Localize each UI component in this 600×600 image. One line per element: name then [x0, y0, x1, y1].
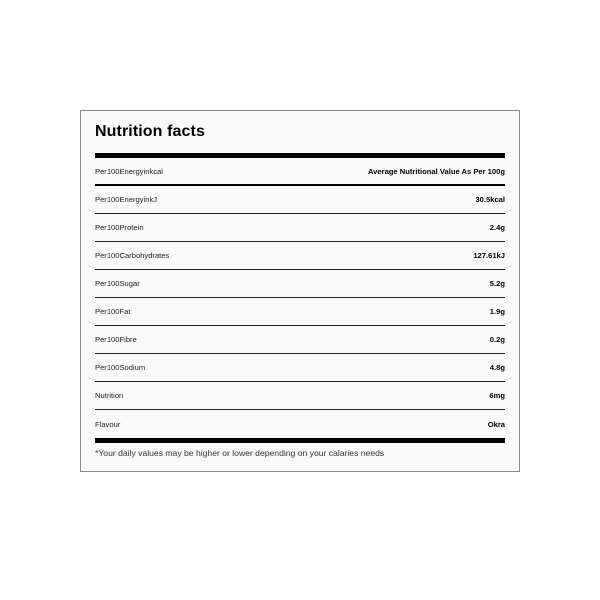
- row-label: Per100Sodium: [95, 363, 146, 372]
- row-label: Per100Sugar: [95, 279, 140, 288]
- row-value: 1.9g: [489, 307, 505, 316]
- row-value: 30.5kcal: [475, 195, 505, 204]
- row-value: 5.2g: [489, 279, 505, 288]
- row-value: 2.4g: [489, 223, 505, 232]
- row-label: Nutrition: [95, 391, 124, 400]
- table-row: [95, 354, 505, 382]
- header-label: Per100Energyinkcal: [95, 166, 163, 176]
- footnote: *Your daily values may be higher or lower depending on your calaries needs: [95, 448, 385, 458]
- table-row: [95, 214, 505, 242]
- table-row: [95, 326, 505, 354]
- table-row: [95, 186, 505, 214]
- nutrition-table: [95, 158, 505, 438]
- table-row: [95, 382, 505, 410]
- row-value: 0.2g: [489, 335, 505, 344]
- table-row: [95, 242, 505, 270]
- table-row: [95, 410, 505, 438]
- table-row: [95, 270, 505, 298]
- nutrition-facts-panel: [80, 110, 520, 472]
- row-label: Per100Protein: [95, 223, 144, 232]
- row-label: Flavour: [95, 419, 121, 429]
- header-value: Average Nutritional Value As Per 100g: [367, 166, 505, 176]
- row-value: Okra: [487, 419, 505, 429]
- table-row: [95, 298, 505, 326]
- row-value: 6mg: [489, 391, 505, 400]
- row-label: Per100Fibre: [95, 335, 137, 344]
- row-label: Per100EnergyinkJ: [95, 195, 158, 204]
- bottom-divider: [95, 438, 505, 443]
- panel-title: Nutrition facts: [95, 123, 205, 140]
- row-value: 127.61kJ: [473, 251, 505, 260]
- row-value: 4.8g: [489, 363, 505, 372]
- table-header-row: [95, 158, 505, 184]
- row-label: Per100Fat: [95, 307, 131, 316]
- row-label: Per100Carbohydrates: [95, 251, 170, 260]
